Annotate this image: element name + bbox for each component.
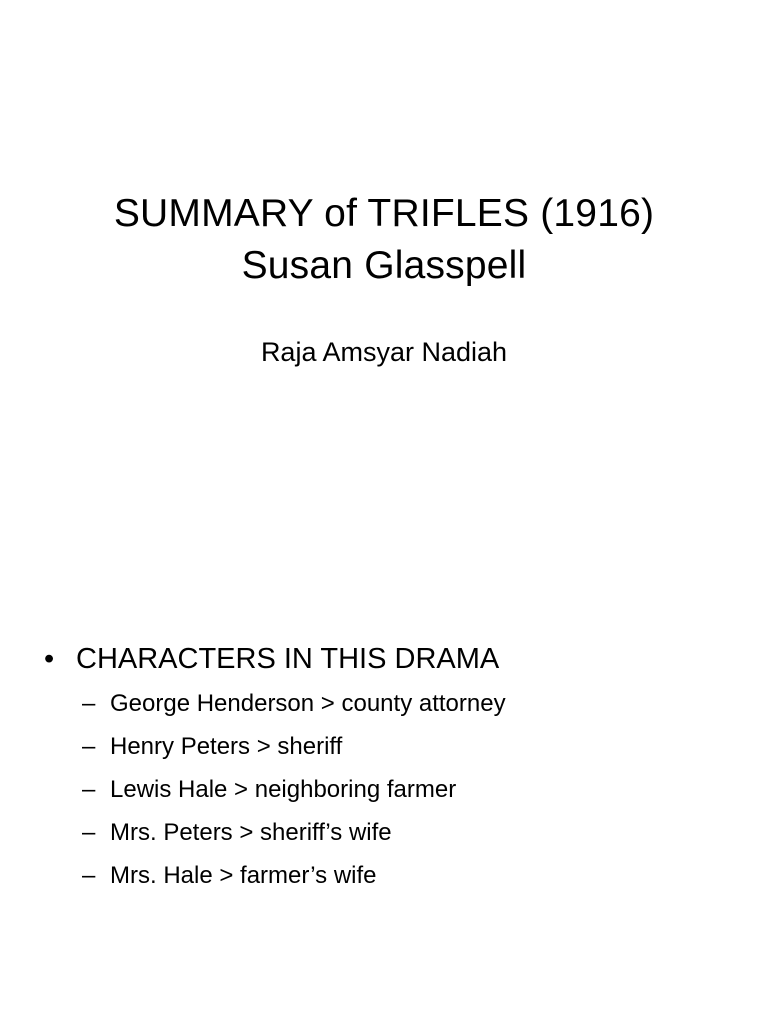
author-subtitle: Raja Amsyar Nadiah [260, 337, 508, 367]
bullet-marker: • [44, 643, 55, 675]
sub-bullet-item [82, 854, 744, 897]
dash-marker: – [82, 733, 96, 760]
sub-bullet-item [82, 682, 744, 725]
sub-bullet-text: Mrs. Hale > farmer’s wife [110, 862, 377, 889]
sub-bullet-list [44, 682, 744, 897]
sub-bullet-item [82, 811, 744, 854]
sub-bullet-item [82, 725, 744, 768]
bullet-text: CHARACTERS IN THIS DRAMA [76, 643, 500, 675]
bullet-item [44, 636, 744, 682]
title-line-2: Susan Glasspell [241, 244, 527, 287]
dash-marker: – [82, 819, 96, 846]
bullet-list [44, 636, 744, 897]
sub-bullet-text: Lewis Hale > neighboring farmer [110, 776, 457, 803]
dash-marker: – [82, 862, 96, 889]
title-line-1: SUMMARY of TRIFLES (1916) [113, 192, 655, 235]
slide-title [0, 188, 768, 292]
dash-marker: – [82, 690, 96, 717]
sub-bullet-text: Mrs. Peters > sheriff’s wife [110, 819, 392, 846]
sub-bullet-text: George Henderson > county attorney [110, 690, 506, 717]
dash-marker: – [82, 776, 96, 803]
sub-bullet-item [82, 768, 744, 811]
sub-bullet-text: Henry Peters > sheriff [110, 733, 343, 760]
